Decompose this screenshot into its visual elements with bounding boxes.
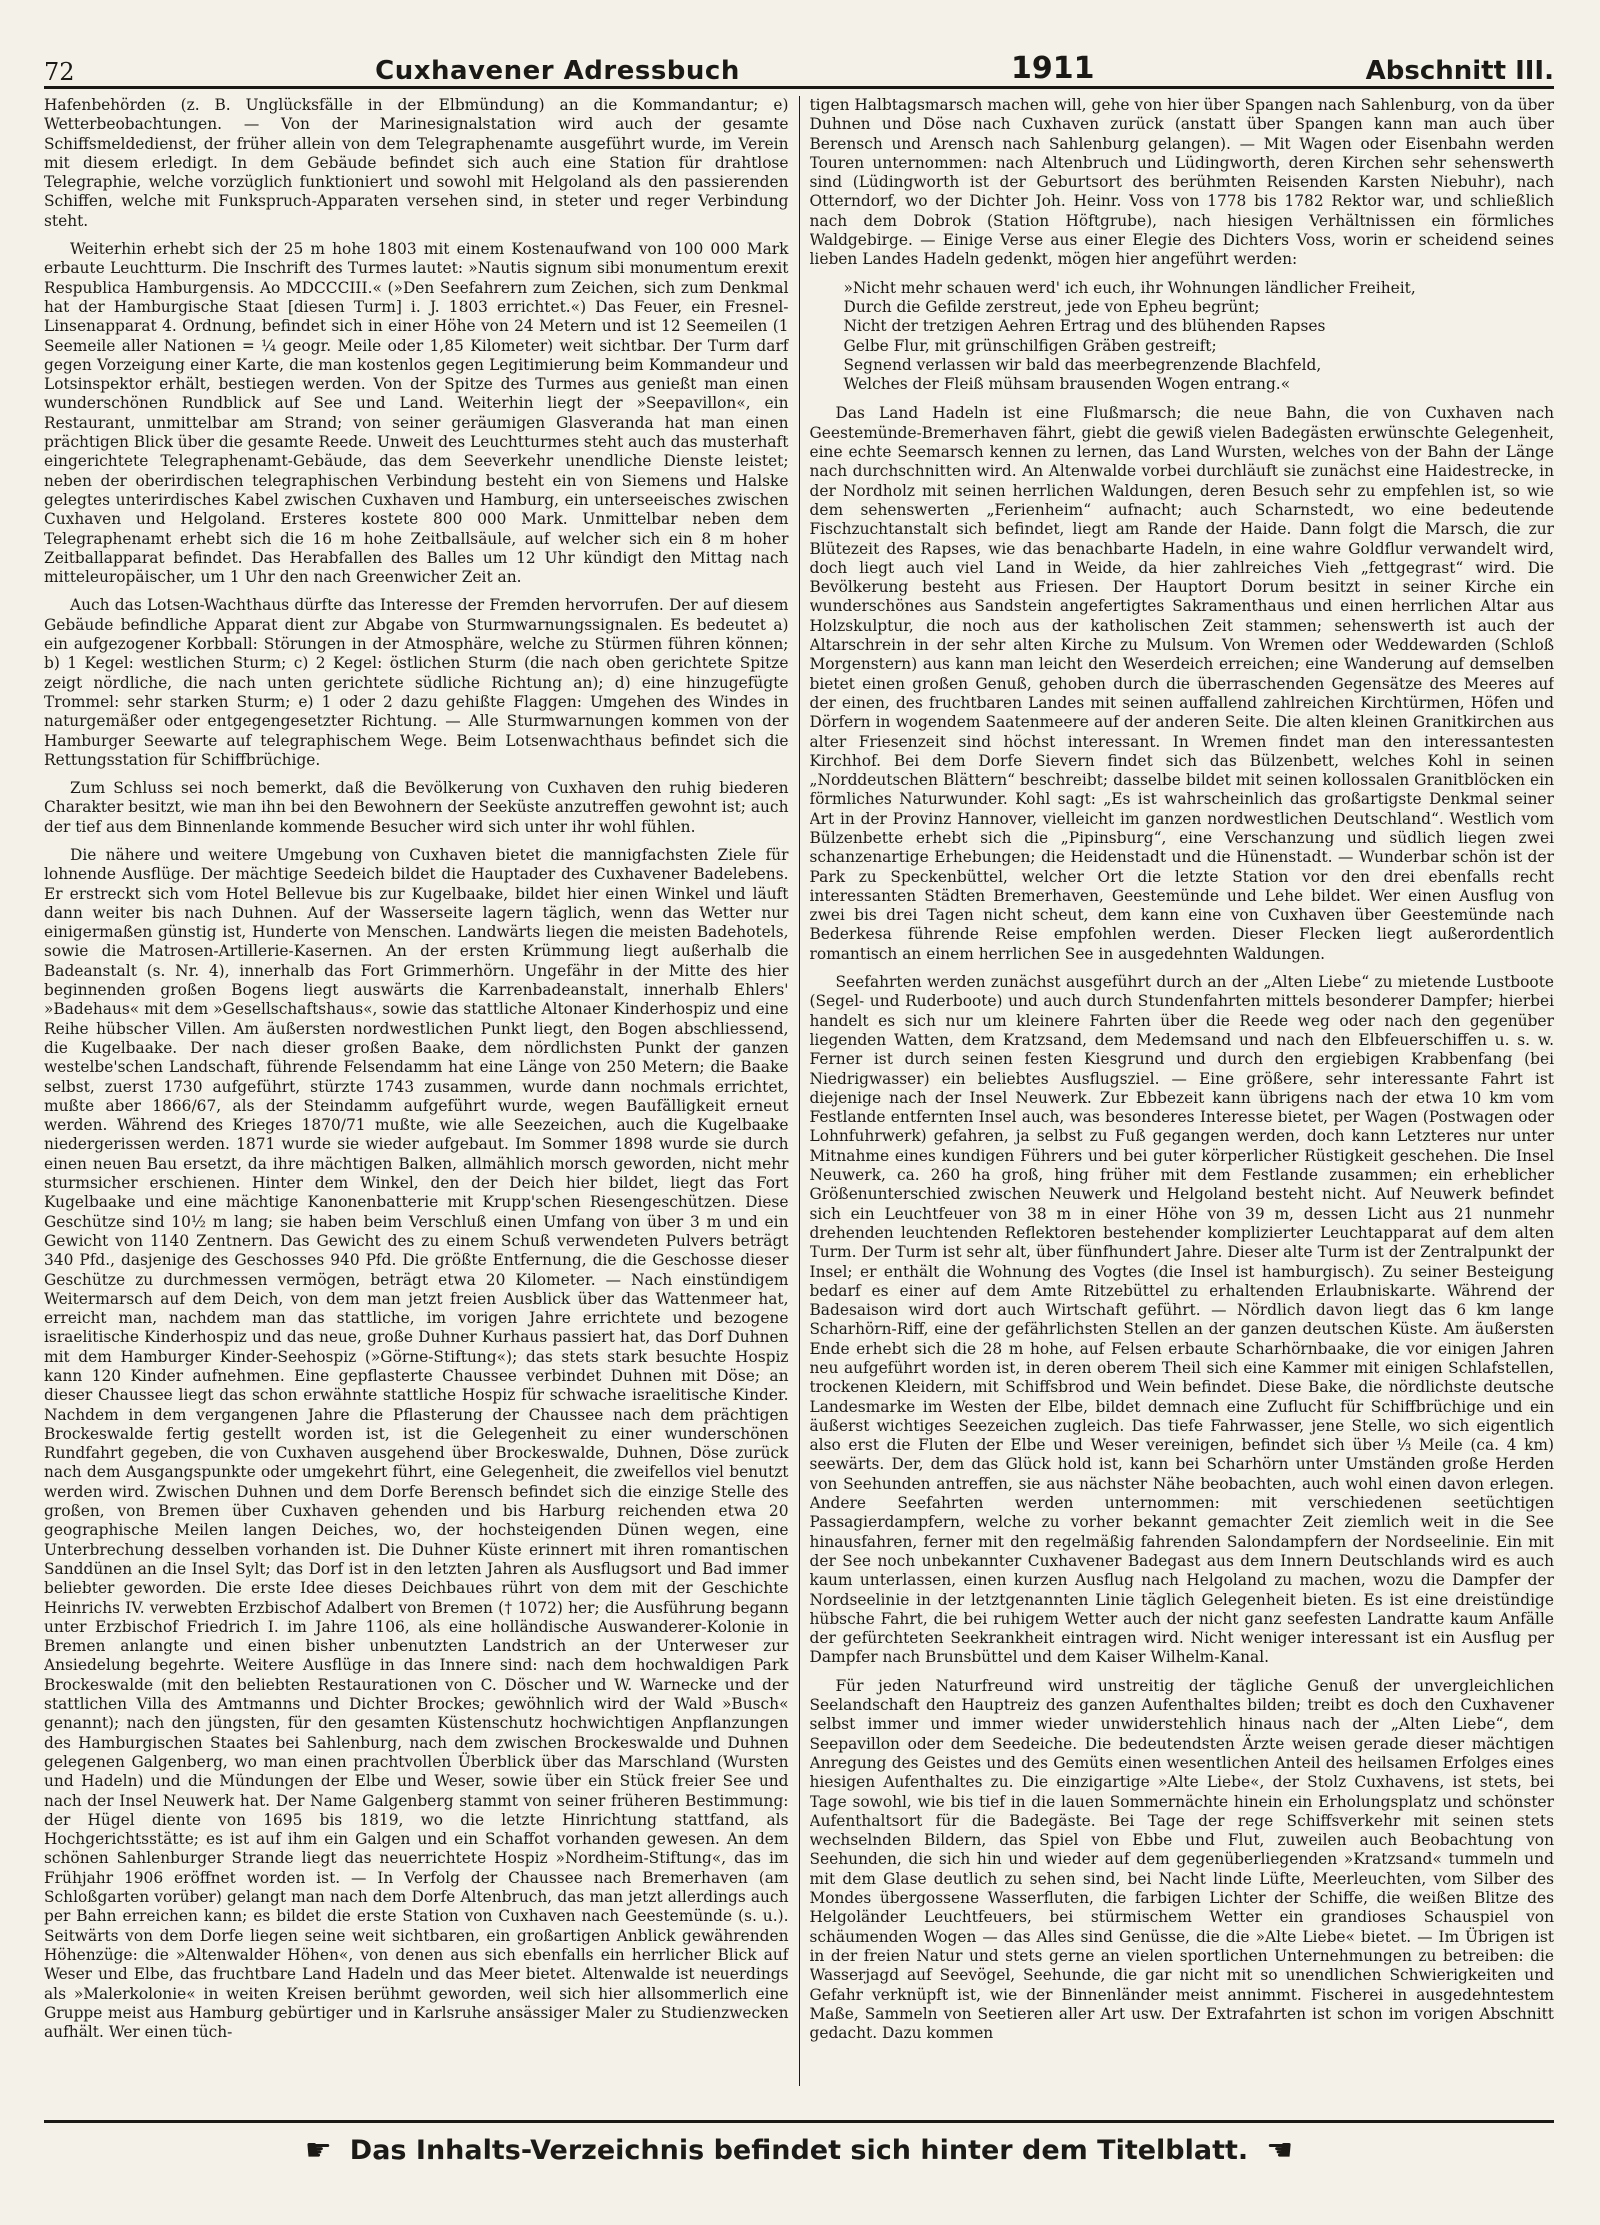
left-column [44,96,789,2086]
book-title: Cuxhavener Adressbuch [375,56,740,86]
page-header [44,40,1554,89]
text-columns [44,96,1554,2086]
verse-line: Segnend verlassen wir bald das meerbegrenzende Blachfeld, [843,355,1322,374]
pointing-hand-right-icon: ☛ [304,2132,332,2168]
column-divider [799,96,800,2086]
verse-line: Gelbe Flur, mit grünschilfigen Gräben gestreift; [843,336,1217,355]
section-title: Abschnitt III. [1365,56,1554,86]
paragraph: Weiterhin erhebt sich der 25 m hohe 1803 mit einem Kostenaufwand von 100 000 Mark erbaute Leuchtturm. Die Inschrift des Turmes lautet: »Nautis signum sibi monumentum erexit Respublica Hamburgensis. Ao MDCCCIII.« (»Den Seefahrern zum Zeichen, sich zum Denkmal hat der Hamburgische Staat [diesen Turm] i. J. 1803 errichtet.«) Das Feuer, ein Fresnel-Linsenapparat 4. Ordnung, befindet sich in einer Höhe von 24 Metern und ist 12 Seemeilen (1 Seemeile aller Nationen = ¼ geogr. Meile oder 1,85 Kilometer) weit sichtbar. Der Turm darf gegen Vorzeigung einer Karte, die man kostenlos gegen Legitimierung beim Kommandeur und Lotsinspektor erhält, bestiegen werden. Von der Spitze des Turmes aus genießt man einen wunderschönen Rundblick auf See und Land. Weiterhin liegt der »Seepavillon«, ein Restaurant, unmittelbar am Strand; von seiner geräumigen Glasveranda hat man einen prächtigen Blick über die gesamte Reede. Unweit des Leuchtturmes steht auch das musterhaft eingerichtete Telegraphenamt-Gebäude, das dem Seeverkehr unendliche Dienste leistet; neben der oberirdischen telegraphischen Verbindung besteht ein von Siemens und Halske gelegtes unterirdisches Kabel zwischen Cuxhaven und Hamburg, ein unterseeisches zwischen Cuxhaven und Helgoland. Ersteres kostete 800 000 Mark. Unmittelbar neben dem Telegraphenamt erhebt sich die 16 m hohe Zeitballsäule, auf welcher sich ein 8 m hoher Zeitballapparat befindet. Das Herabfallen des Balles um 12 Uhr kündigt den Mittag nach mitteleuropäischer, um 1 Uhr den nach Greenwicher Zeit an. [44,240,789,587]
footer-notice-text: Das Inhalts-Verzeichnis befindet sich hinter dem Titelblatt. [349,2134,1249,2166]
verse-line: Welches der Fleiß mühsam brausenden Wogen entrang.« [843,375,1291,394]
verse-quote [844,279,1555,395]
paragraph: Hafenbehörden (z. B. Unglücksfälle in der Elbmündung) an die Kommandantur; e) Wetterbeobachtungen. — Von der Marinesignalstation wird auch der gesamte Schiffsmeldedienst, der früher allein von dem Telegraphenamte ausgeführt wurde, im Verein mit diesem erledigt. In dem Gebäude befindet sich auch eine Station für drahtlose Telegraphie, welche vorzüglich funktioniert und sowohl mit Helgoland als den passierenden Schiffen, welche mit Funkspruch-Apparaten versehen sind, in steter und reger Verbindung steht. [44,96,789,230]
footer-notice [44,2120,1554,2177]
paragraph: Die nähere und weitere Umgebung von Cuxhaven bietet die mannigfachsten Ziele für lohnende Ausflüge. Der mächtige Seedeich bildet die Hauptader des Cuxhavener Badelebens. Er erstreckt sich vom Hotel Bellevue bis zur Kugelbaake, bildet hier einen Winkel und läuft dann weiter bis nach Duhnen. Auf der Wasserseite lagern täglich, wenn das Wetter nur einigermaßen günstig ist, Hunderte von Menschen. Landwärts liegen die meisten Badehotels, sowie die Matrosen-Artillerie-Kasernen. An der ersten Krümmung liegt außerhalb die Badeanstalt (s. Nr. 4), innerhalb das Fort Grimmerhörn. Ungefähr in der Mitte des hier beginnenden großen Bogens liegt auswärts die Karrenbadeanstalt, innerhalb Ehlers' »Badehaus« mit dem »Gesellschaftshaus«, sowie das stattliche Altonaer Kinderhospiz und eine Reihe hübscher Villen. Am äußersten nordwestlichen Punkt liegt, den Bogen abschliessend, die Kugelbaake. Der nach dieser großen Baake, dem nördlichsten Punkt der ganzen westelbe'schen Landschaft, führende Felsendamm hat eine Länge von 250 Metern; die Baake selbst, zuerst 1730 aufgeführt, stürzte 1743 zusammen, wurde dann nochmals errichtet, mußte aber 1866/67, als der Steindamm aufgeführt wurde, wegen Baufälligkeit erneut werden. Während des Krieges 1870/71 mußte, wie alle Seezeichen, auch die Kugelbaake niedergerissen werden. 1871 wurde sie wieder aufgebaut. Im Sommer 1898 wurde sie durch einen neuen Bau ersetzt, da ihre mächtigen Balken, allmählich morsch geworden, nicht mehr sturmsicher erschienen. Hinter dem Winkel, den der Deich hier bildet, liegt das Fort Kugelbaake und eine mächtige Kanonenbatterie mit Krupp'schen Riesengeschützen. Diese Geschütze sind 10½ m lang; sie haben beim Verschluß einen Umfang von über 3 m und ein Gewicht von 1140 Zentnern. Das Gewicht des zu einem Schuß verwendeten Pulvers beträgt 340 Pfd., dasjenige des Geschosses 940 Pfd. Die größte Entfernung, die die Geschosse dieser Geschütze zu durchmessen vermögen, beträgt etwa 20 Kilometer. — Nach einstündigem Weitermarsch auf dem Deich, von dem man jetzt freien Ausblick über das Wattenmeer hat, erreicht man, nachdem man das stattliche, im vorigen Jahre errichtete und bezogene israelitische Kinderhospiz und das neue, große Duhner Kurhaus passiert hat, das Dorf Duhnen mit dem Hamburger Kinder-Seehospiz (»Görne-Stiftung«); das stets stark besuchte Hospiz kann 120 Kinder aufnehmen. Eine gepflasterte Chaussee verbindet Duhnen mit Döse; an dieser Chaussee liegt das schon erwähnte stattliche Hospiz für schwache israelitische Kinder. Nachdem in dem vergangenen Jahre die Pflasterung der Chaussee nach dem prächtigen Brockeswalde fertig gestellt worden ist, ist die Gelegenheit zu einer wunderschönen Rundfahrt gegeben, die von Cuxhaven ausgehend über Brockeswalde, Duhnen, Döse zurück nach dem Ausgangspunkte oder umgekehrt führt, eine Gelegenheit, die zweifellos viel benutzt werden wird. Zwischen Duhnen und dem Dorfe Berensch befindet sich die einzige Stelle des großen, von Bremen über Cuxhaven gehenden und bis Harburg reichenden etwa 20 geographische Meilen langen Deiches, wo, der hochsteigenden Dünen wegen, eine Unterbrechung desselben vorhanden ist. Die Duhner Küste erinnert mit ihren romantischen Sanddünen an die Insel Sylt; das Dorf ist in den letzten Jahren als Ausflugsort und Bad immer beliebter geworden. Die erste Idee dieses Deichbaues rührt von dem mit der Geschichte Heinrichs IV. verwebten Erzbischof Adalbert von Bremen († 1072) her; die Ausführung begann unter Erzbischof Friedrich I. im Jahre 1106, als eine holländische Auswanderer-Kolonie in Bremen anlangte und einen bisher unbenutzten Landstrich an der Unterweser zur Ansiedelung begehrte. Weitere Ausflüge in das Innere sind: nach dem hochwaldigen Park Brockeswalde (mit den beliebten Restaurationen von C. Döscher und W. Warnecke und der stattlichen Villa des Amtmanns und Dichter Brockes; gewöhnlich wird der Wald »Busch« genannt); nach den jüngsten, für den gesamten Küstenschutz hochwichtigen Anpflanzungen des Hamburgischen Staates bei Sahlenburg, nach dem zwischen Brockeswalde und Duhnen gelegenen Galgenberg, wo man einen prachtvollen Überblick über das Marschland (Wursten und Hadeln) und die Mündungen der Elbe und Weser, sowie über ein Stück freier See und nach der Insel Neuwerk hat. Der Name Galgenberg stammt von seiner früheren Bestimmung: der Hügel diente von 1695 bis 1819, wo die letzte Hinrichtung stattfand, als Hochgerichtsstätte; es ist auf ihm ein Galgen und ein Schaffot vorhanden gewesen. An dem schönen Sahlenburger Strande liegt das neuerrichtete Hospiz »Nordheim-Stiftung«, das im Frühjahr 1906 eröffnet worden ist. — In Verfolg der Chaussee nach Bremerhaven (am Schloßgarten vorüber) gelangt man nach dem Dorfe Altenbruch, das man jetzt allerdings auch per Bahn erreichen kann; es bildet die erste Station von Cuxhaven nach Geestemünde (s. u.). Seitwärts von dem Dorfe liegen seine weit sichtbaren, ein großartigen Anblick gewährenden Höhenzüge: die »Altenwalder Höhen«, von denen aus sich ebenfalls ein herrlicher Blick auf Weser und Elbe, das fruchtbare Land Hadeln und das Meer bietet. Altenwalde ist neuerdings als »Malerkolonie« in weiten Kreisen berühmt geworden, weil sich hier allsommerlich eine Gruppe meist aus Hamburg gebürtiger und in Karlsruhe ansässiger Maler zu Studienzwecken aufhält. Wer einen tüch- [44,845,789,2042]
paragraph: Für jeden Naturfreund wird unstreitig der tägliche Genuß der unvergleichlichen Seelandschaft den Hauptreiz des ganzen Aufenthaltes bilden; treibt es doch den Cuxhavener selbst immer und immer wieder unwiderstehlich hinaus nach der „Alten Liebe“, dem Seepavillon oder dem Seedeiche. Die bedeutendsten Ärzte weisen gerade dieser mächtigen Anregung des Geistes und des Gemüts einen wesentlichen Anteil des heilsamen Erfolges eines hiesigen Aufenthaltes zu. Die einzigartige »Alte Liebe«, der Stolz Cuxhavens, ist stets, bei Tage sowohl, wie bis tief in die lauen Sommernächte hinein ein Erholungsplatz und schönster Aufenthaltsort für die Badegäste. Bei Tage der rege Schiffsverkehr mit seinen stets wechselnden Bildern, das Spiel von Ebbe und Flut, zuweilen auch Beobachtung von Seehunden, die sich hin und wieder auf dem gegenüberliegenden »Kratzsand« tummeln und mit dem Glase deutlich zu sehen sind, bei Nacht linde Lüfte, Meerleuchten, vom Silber des Mondes übergossene Wasserfluten, die farbigen Lichter der Schiffe, die weißen Blitze des Helgoländer Leuchtfeuers, bei stürmischem Wetter ein grandioses Schauspiel von schäumenden Wogen — das Alles sind Genüsse, die die »Alte Liebe« bietet. — Im Übrigen ist in der freien Natur und stets gerne an vielen sportlichen Unternehmungen zu betreiben: die Wasserjagd auf Seevögel, Seehunde, die gar nicht mit so unendlichen Schwierigkeiten und Gefahr verknüpft ist, wie der Binnenländer meist annimmt. Fischerei in ausgedehntestem Maße, Sammeln von Seetieren aller Art usw. Der Extrafahrten ist schon im vorigen Abschnitt gedacht. Dazu kommen [809,1676,1554,2043]
right-column [810,96,1555,2086]
paragraph: Zum Schluss sei noch bemerkt, daß die Bevölkerung von Cuxhaven den ruhig biederen Charakter besitzt, wie man ihn bei den Bewohnern der Seeküste anzutreffen gewohnt ist; auch der tief aus dem Binnenlande kommende Besucher wird sich unter ihr wohl fühlen. [44,779,789,836]
pointing-hand-left-icon: ☚ [1266,2132,1294,2168]
verse-line: Nicht der tretzigen Aehren Ertrag und des blühenden Rapses [843,317,1326,336]
year: 1911 [1010,51,1095,86]
verse-line: »Nicht mehr schauen werd' ich euch, ihr Wohnungen ländlicher Freiheit, [843,278,1416,297]
paragraph: tigen Halbtagsmarsch machen will, gehe von hier über Spangen nach Sahlenburg, von da über Duhnen und Döse nach Cuxhaven zurück (anstatt über Spangen kann man auch über Berensch und Arensch nach Sahlenburg gelangen). — Mit Wagen oder Eisenbahn werden Touren unternommen: nach Altenbruch und Lüdingworth, deren Kirchen sehr sehenswerth sind (Lüdingworth ist der Geburtsort des berühmten Reisenden Karsten Niebuhr), nach Otterndorf, wo der Dichter Joh. Heinr. Voss von 1778 bis 1782 Rektor war, und schließlich nach dem Dobrok (Station Höftgrube), nach hiesigen Verhältnissen ein förmliches Waldgebirge. — Einige Verse aus einer Elegie des Dichters Voss, worin er scheidend seines lieben Landes Hadeln gedenkt, mögen hier angeführt werden: [809,96,1554,269]
verse-line: Durch die Gefilde zerstreut, jede von Epheu begrünt; [843,297,1260,316]
page-number: 72 [44,58,75,86]
paragraph: Seefahrten werden zunächst ausgeführt durch an der „Alten Liebe“ zu mietende Lustboote (Segel- und Ruderboote) und auch durch Stundenfahrten mittels besonderer Dampfer; hierbei handelt es sich nur um kleinere Fahrten über die Reede weg oder nach den gegenüber liegenden Watten, dem Kratzsand, dem Medemsand und nach den Elbfeuerschiffen u. s. w. Ferner ist durch seinen festen Kiesgrund und durch den ergiebigen Krabbenfang (bei Niedrigwasser) ein beliebtes Ausflugsziel. — Eine größere, sehr interessante Fahrt ist diejenige nach der Insel Neuwerk. Zur Ebbezeit kann übrigens nach der etwa 10 km vom Festlande entfernten Insel auch, was besonderes Interesse bietet, per Wagen (Postwagen oder Lohnfuhrwerk) gefahren, ja selbst zu Fuß gegangen werden, doch kann Letzteres nur unter Mitnahme eines kundigen Führers und bei guter körperlicher Rüstigkeit geschehen. Die Insel Neuwerk, ca. 260 ha groß, hing früher mit dem Festlande zusammen; ein erheblicher Größenunterschied zwischen Neuwerk und Helgoland besteht nicht. Auf Neuwerk befindet sich ein Leuchtfeuer von 38 m in einer Höhe von 39 m, dessen Licht aus 21 nunmehr drehenden leuchtenden Reflektoren bestehender komplizierter Leuchtapparat auf dem alten Turm. Der Turm ist sehr alt, über fünfhundert Jahre. Dieser alte Turm ist der Zentralpunkt der Insel; er enthält die Wohnung des Vogtes (die Insel ist hamburgisch). Zu seiner Besteigung bedarf es einer auf dem Amte Ritzebüttel zu erhaltenden Erlaubniskarte. Während der Badesaison wird dort auch Wirtschaft geführt. — Nördlich davon liegt das 6 km lange Scharhörn-Riff, eine der gefährlichsten Stellen an der ganzen deutschen Küste. Am äußersten Ende erhebt sich die 28 m hohe, auf Felsen erbaute Scharhörnbaake, die vor einigen Jahren neu aufgeführt worden ist, in deren oberem Theil sich eine Kammer mit einigen Schlafstellen, trockenen Kleidern, mit Schiffsbrod und Wein befindet. Diese Bake, die nördlichste deutsche Landesmarke im Westen der Elbe, bildet demnach eine Zuflucht für Schiffbrüchige und ein äußerst wichtiges Seezeichen zugleich. Das tiefe Fahrwasser, jene Stelle, wo sich eigentlich also erst die Fluten der Elbe und Weser vereinigen, befindet sich über ⅓ Meile (ca. 4 km) seewärts. Der, dem das Glück hold ist, kann bei Scharhörn unter Umständen große Herden von Seehunden antreffen, sie aus nächster Nähe beobachten, auch wohl einen davon erlegen. Andere Seefahrten werden unternommen: mit verschiedenen seetüchtigen Passagierdampfern, welche zu vorher bekannt gemachter Zeit ziemlich weit in die See hinausfahren, ferner mit den regelmäßig fahrenden Salondampfern der Nordseelinie. Ein mit der See noch unbekannter Cuxhavener Badegast aus dem Innern Deutschlands wird es auch kaum unterlassen, einen kurzen Ausflug nach Helgoland zu machen, wozu die Dampfer der Nordseelinie in der letztgenannten Linie täglich Gelegenheit bieten. Es ist eine dreistündige hübsche Fahrt, die bei ruhigem Wetter auch der nicht ganz seefesten Landratte kaum Anfälle der gefürchteten Seekrankheit eintragen wird. Nicht weniger interessant ist ein Ausflug per Dampfer nach Brunsbüttel und dem Kaiser Wilhelm-Kanal. [809,973,1554,1667]
paragraph: Das Land Hadeln ist eine Flußmarsch; die neue Bahn, die von Cuxhaven nach Geestemünde-Bremerhaven fährt, giebt die gewiß vielen Badegästen erwünschte Gelegenheit, eine echte Seemarsch kennen zu lernen, das Land Wursten, welches von der Bahn der Länge nach durchschnitten wird. An Altenwalde vorbei durchläuft sie zunächst eine Haidestrecke, in der Nordholz mit seinen herrlichen Waldungen, deren Besuch sehr zu empfehlen ist, so wie dem sehenswerten „Ferienheim“ aufnacht; auch Scharnstedt, wo eine bedeutende Fischzuchtanstalt sich befindet, liegt am Rande der Haide. Dann folgt die Marsch, die zur Blütezeit des Rapses, wie das benachbarte Hadeln, in eine wahre Goldflur verwandelt wird, doch liegt auch viel Land in Weide, da hier zahlreiches Vieh „fettgegrast“ wird. Die Bevölkerung besteht aus Friesen. Der Hauptort Dorum besitzt in seiner Kirche ein wunderschönes aus Sandstein angefertigtes Sakramenthaus und einen herrlichen Altar aus Holzskulptur, die noch aus der katholischen Zeit stammen; sehenswerth ist auch der Altarschrein in der sehr alten Kirche zu Mulsum. Von Wremen oder Weddewarden (Schloß Morgenstern) aus kann man leicht den Weserdeich erreichen; eine Wanderung auf demselben bietet einen großen Genuß, gehoben durch die überraschenden Gegensätze des Meeres auf der einen, des fruchtbaren Landes mit seinen auffallend zahlreichen Kirchtürmen, Höfen und Dörfern in wogendem Saatenmeere auf der anderen Seite. Die alten kleinen Granitkirchen aus alter Friesenzeit sind höchst interessant. In Wremen findet man den interessantesten Kirchhof. Bei dem Dorfe Sievern findet sich das Bülzenbett, welches Kohl in seinen „Norddeutschen Blättern“ beschreibt; dasselbe bildet mit seinen kollossalen Granitblöcken ein förmliches Naturwunder. Kohl sagt: „Es ist wahrscheinlich das großartigste Denkmal seiner Art in der Provinz Hannover, vielleicht im ganzen nordwestlichen Deutschland“. Westlich vom Bülzenbette erhebt sich die „Pipinsburg“, eine Verschanzung und südlich liegen zwei schanzenartige Erhebungen; die Heidenstadt und die Hünenstadt. — Wunderbar schön ist der Park zu Speckenbüttel, welcher Ort die letzte Station vor den drei ebenfalls recht interessanten Städten Bremerhaven, Geestemünde und Lehe bildet. Wer einen Ausflug von zwei bis drei Tagen nicht scheut, dem kann eine von Cuxhaven über Geestemünde nach Bederkesa führende Reise empfohlen werden. Dieser Flecken liegt außerordentlich romantisch an einem herrlichen See in ausgedehnten Waldungen. [809,404,1554,963]
paragraph: Auch das Lotsen-Wachthaus dürfte das Interesse der Fremden hervorrufen. Der auf diesem Gebäude befindliche Apparat dient zur Abgabe von Sturmwarnungssignalen. Es bedeutet a) ein aufgezogener Korbball: Störungen in der Atmosphäre, welche zu Stürmen führen können; b) 1 Kegel: westlichen Sturm; c) 2 Kegel: östlichen Sturm (die nach oben gerichtete Spitze zeigt nördliche, die nach unten gerichtete südliche Richtung an); d) eine hinzugefügte Trommel: sehr starken Sturm; e) 1 oder 2 dazu gehißte Flaggen: Umgehen des Windes in naturgemäßer oder entgegengesetzter Richtung. — Alle Sturmwarnungen kommen von der Hamburger Seewarte auf telegraphischem Wege. Beim Lotsenwachthaus befindet sich die Rettungsstation für Schiffbrüchige. [44,596,789,769]
